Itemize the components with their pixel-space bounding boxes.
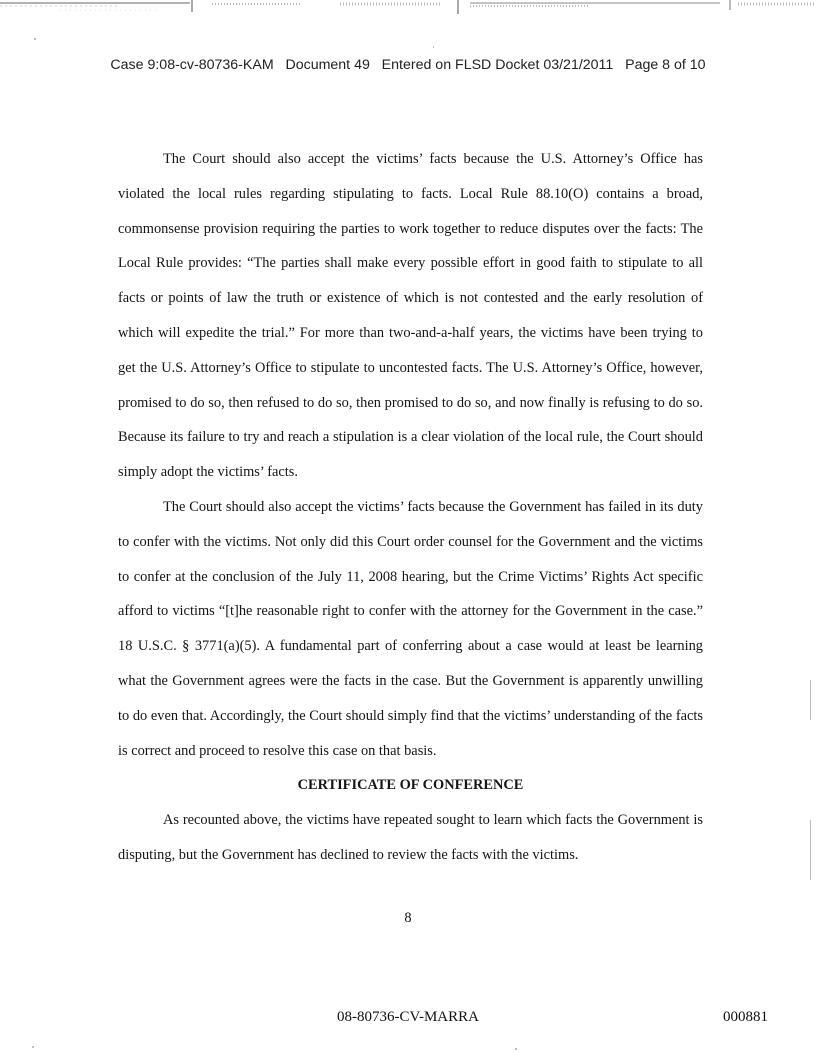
footer-case-number: 08-80736-CV-MARRA xyxy=(337,1009,479,1025)
page-number: 8 xyxy=(404,910,412,926)
body-paragraph-duty-to-confer: The Court should also accept the victims’ facts because the Government has failed in its duty to confer with the victims. Not only did this Court order counsel for the Government and the victims to confer at the conclusion of the July 11, 2008 hearing, but the Crime Victims’ Rights Act specific afford to victims “[t]he reasonable right to confer with the attorney for the Government in the case.” 18 U.S.C. § 3771(a)(5). A fundamental part of conferring about a case would at least be learning what the Government agrees were the facts in the case. But the Government is apparently unwilling to do even that. Accordingly, the Court should simply find that the victims’ understanding of the facts is correct and proceed to resolve this case on that basis. xyxy=(118,498,703,759)
certificate-paragraph: As recounted above, the victims have repeated sought to learn which facts the Government is disputing, but the Government has declined to review the facts with the victims. xyxy=(118,812,703,863)
scan-speck xyxy=(433,46,434,48)
docket-header: Case 9:08-cv-80736-KAM Document 49 Entered on FLSD Docket 03/21/2011 Page 8 of 10 xyxy=(110,57,706,73)
body-paragraph-stipulation: The Court should also accept the victims’ facts because the U.S. Attorney’s Office has violated the local rules regarding stipulating to facts. Local Rule 88.10(O) contains a broad, commonsense provision requiring the parties to work together to reduce disputes over the facts: The Local Rule provides: “The parties shall make every possible effort in good faith to stipulate to all facts or points of law the truth or existence of which is not contested and the early resolution of which will expedite the trial.” For more than two-and-a-half years, the victims have been trying to get the U.S. Attorney’s Office to stipulate to uncontested facts. The U.S. Attorney’s Office, however, promised to do so, then refused to do so, then promised to do so, and now finally is refusing to do so. Because its failure to try and reach a stipulation is a clear violation of the local rule, the Court should simply adopt the victims’ facts. xyxy=(118,151,703,481)
footer-bates-number: 000881 xyxy=(723,1009,768,1025)
scan-speck xyxy=(34,38,36,40)
scan-artifact-bar xyxy=(0,0,816,16)
scan-speck xyxy=(810,820,811,880)
section-heading: CERTIFICATE OF CONFERENCE xyxy=(297,777,524,794)
scan-speck xyxy=(810,680,811,720)
scan-speck xyxy=(515,1048,517,1050)
scan-speck xyxy=(32,1046,34,1048)
document-body xyxy=(118,142,703,873)
